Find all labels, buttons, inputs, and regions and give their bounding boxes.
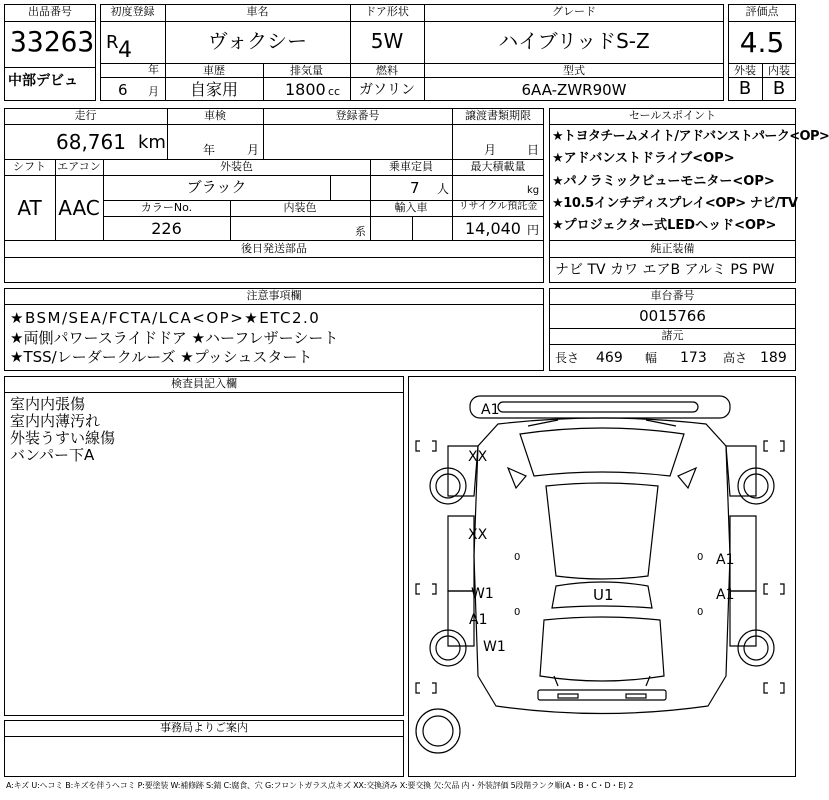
recycle: 14,040 (465, 219, 521, 238)
capacity: 7 (410, 179, 420, 197)
note-line: ★両側パワースライドドア ★ハーフレザーシート (10, 329, 339, 347)
insp-year: 年 (203, 143, 216, 157)
fuel-label: 燃料 (376, 64, 398, 77)
displacement: 1800 (285, 80, 326, 99)
zero-mark: 0 (697, 607, 704, 618)
inspector-line: 室内内薄汚れ (10, 412, 101, 430)
insp-month: 月 (247, 143, 260, 157)
recycle-unit: 円 (527, 223, 540, 237)
damage-mark: XX (468, 527, 488, 543)
inspector-line: 外装うすい線傷 (10, 429, 116, 447)
height: 189 (760, 350, 787, 366)
shift-label: シフト (13, 160, 46, 173)
doors: 5W (370, 29, 404, 53)
chassis-label: 車台番号 (650, 289, 695, 302)
score: 4.5 (739, 26, 785, 59)
displacement-label: 排気量 (290, 64, 323, 77)
damage-mark: W1 (483, 639, 506, 655)
color: ブラック (186, 178, 247, 196)
year-unit: 年 (148, 63, 159, 76)
width: 173 (680, 350, 707, 366)
sales-point-item: ★パノラミックビューモニター<OP> (552, 174, 775, 189)
transfer-day: 日 (527, 143, 540, 157)
lot-number: 33263 (10, 25, 95, 58)
damage-mark: U1 (593, 586, 614, 604)
sales-point-item: ★プロジェクター式LEDヘッド<OP> (552, 218, 777, 233)
height-label: 高さ (723, 351, 748, 365)
ac-label: エアコン (57, 160, 101, 173)
grade: ハイブリッドS-Z (498, 29, 650, 53)
maxload-unit: kg (527, 185, 540, 196)
grade-label: グレード (552, 5, 596, 18)
mileage-label: 走行 (74, 109, 97, 122)
color-no: 226 (151, 219, 182, 238)
era: R (106, 32, 119, 53)
reg-label: 登録番号 (335, 109, 380, 122)
inspection-label: 車検 (204, 109, 226, 122)
legend: A:キズ U:ヘコミ B:キズを伴うヘコミ P:要塗装 W:補修跡 S:錆 C:腐食、穴 G:フロントガラス点キズ XX:交換済み X:要交換 欠:欠品 内・外装評価 5段階ランク順(A・B・C・D・E) 2 (6, 781, 634, 790)
doors-label: ドア形状 (365, 5, 409, 18)
history-label: 車歴 (203, 64, 225, 77)
int-color-label: 内装色 (283, 201, 317, 214)
damage-mark: A1 (716, 552, 735, 568)
car-diagram (408, 376, 796, 777)
note-line: ★BSM/SEA/FCTA/LCA<OP>★ETC2.0 (10, 309, 321, 327)
length: 469 (596, 350, 623, 366)
year: 4 (118, 38, 132, 63)
int-color-unit: 系 (355, 225, 366, 238)
model: 6AA-ZWR90W (521, 81, 627, 99)
mileage-unit: km (138, 132, 166, 153)
ac: AAC (58, 196, 100, 220)
sales-point-item: ★トヨタチームメイト/アドバンストパーク<OP> (552, 129, 829, 144)
inspector-line: 室内内張傷 (10, 395, 86, 413)
zero-mark: 0 (514, 552, 521, 563)
color-label: 外装色 (220, 160, 253, 173)
damage-mark: XX (468, 449, 488, 465)
lot-label: 出品番号 (28, 5, 72, 18)
inspector-label: 検査員記入欄 (171, 377, 237, 390)
ext-label: 外装 (734, 64, 756, 77)
sales-points-label: セールスポイント (628, 109, 716, 122)
import-label: 輸入車 (394, 201, 428, 214)
score-label: 評価点 (745, 5, 779, 18)
zero-mark: 0 (514, 607, 521, 618)
width-label: 幅 (645, 351, 658, 365)
transfer-label: 譲渡書類期限 (465, 109, 531, 122)
length-label: 長さ (555, 351, 580, 365)
first-reg-label: 初度登録 (110, 5, 155, 18)
dims-label: 諸元 (661, 329, 684, 342)
int-grade: B (772, 78, 786, 99)
color-no-label: カラーNo. (140, 201, 193, 214)
notes-label: 注意事項欄 (246, 289, 302, 302)
recycle-label: リサイクル預託金 (458, 201, 538, 212)
fuel: ガソリン (359, 82, 415, 98)
history: 自家用 (189, 80, 238, 99)
note-line: ★TSS/レーダークルーズ ★プッシュスタート (10, 348, 313, 366)
int-label: 内装 (768, 64, 790, 77)
transfer-month: 月 (484, 143, 497, 157)
shift: AT (17, 196, 42, 220)
sales-point-item: ★アドバンストドライブ<OP> (552, 151, 735, 166)
damage-mark: A1 (469, 612, 488, 628)
damage-mark: W1 (471, 586, 494, 602)
inspector-line: バンパー下A (10, 446, 95, 464)
month-unit: 月 (148, 85, 159, 98)
mileage: 68,761 (56, 130, 126, 154)
capacity-unit: 人 (437, 182, 450, 196)
maxload-label: 最大積載量 (470, 160, 526, 173)
damage-mark: A1 (481, 402, 500, 418)
office-label: 事務局よりご案内 (160, 721, 248, 734)
debut-label: 中部デビュ (8, 73, 78, 89)
equipment: ナビ TV カワ エアB アルミ PS PW (555, 262, 775, 278)
month: 6 (118, 81, 128, 99)
model-label: 型式 (563, 64, 585, 77)
zero-mark: 0 (697, 552, 704, 563)
car-name: ヴォクシー (207, 29, 308, 53)
equipment-label: 純正装備 (650, 242, 695, 255)
car-name-label: 車名 (246, 5, 269, 18)
capacity-label: 乗車定員 (389, 160, 433, 173)
ext-grade: B (738, 78, 752, 99)
damage-mark: A1 (716, 587, 735, 603)
later-parts-label: 後日発送部品 (241, 242, 307, 255)
chassis-number: 0015766 (639, 307, 706, 325)
sales-point-item: ★10.5インチディスプレイ<OP> ナビ/TV (552, 196, 798, 211)
displacement-unit: cc (328, 85, 341, 98)
